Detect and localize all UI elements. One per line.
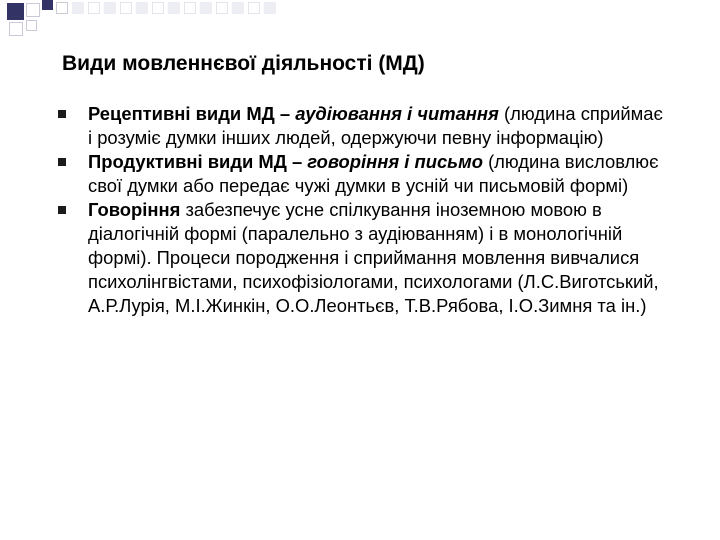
decor-square [264, 2, 276, 14]
bullet-body-text: (людина висловлює свої думки або передає чужі думки в усній чи письмовій формі) [88, 151, 659, 196]
bullet-body-text: забезпечує усне спілкування іноземною мовою в діалогічній формі (паралельно з аудіюванням) і в монологічній формі). Процеси породження і сприймання мовлення вивчалися психолінгвістами, психофізіологами, психологами (Л.С.Виготський, А.Р.Лурія, М.І.Жинкін, О.О.Леонтьєв, Т.В.Рябова, І.О.Зимня та ін.) [88, 199, 659, 316]
decor-square [26, 3, 40, 17]
decor-square [120, 2, 132, 14]
square-bullet-icon [58, 206, 66, 214]
decor-square [168, 2, 180, 14]
decor-square [200, 2, 212, 14]
decor-square [7, 3, 24, 20]
bullet-item-receptive [58, 102, 670, 150]
decor-square [216, 2, 228, 14]
bullet-lead-text: Говоріння [88, 199, 186, 220]
bullet-lead-text: Рецептивні види МД – [88, 103, 296, 124]
decor-square [232, 2, 244, 14]
decor-square [136, 2, 148, 14]
bullet-item-productive [58, 150, 670, 198]
bullet-emphasis-text: аудіювання і читання [295, 103, 499, 124]
decor-square [42, 0, 53, 10]
decor-square [9, 22, 23, 36]
bullet-emphasis-text: говоріння і письмо [307, 151, 483, 172]
decor-square [248, 2, 260, 14]
decor-square [152, 2, 164, 14]
slide-title: Види мовленнєвої діяльності (МД) [62, 52, 425, 75]
decor-square [88, 2, 100, 14]
header-decoration [0, 0, 720, 40]
decor-square [56, 2, 68, 14]
decor-square [72, 2, 84, 14]
bullet-lead-text: Продуктивні види МД – [88, 151, 308, 172]
square-bullet-icon [58, 110, 66, 118]
decor-square [26, 20, 37, 31]
bullet-item-speaking [58, 198, 670, 318]
bullet-body-text: (людина сприймає і розуміє думки інших людей, одержуючи певну інформацію) [88, 103, 663, 148]
square-bullet-icon [58, 158, 66, 166]
decor-square [184, 2, 196, 14]
decor-square [104, 2, 116, 14]
bullet-list [58, 102, 670, 318]
